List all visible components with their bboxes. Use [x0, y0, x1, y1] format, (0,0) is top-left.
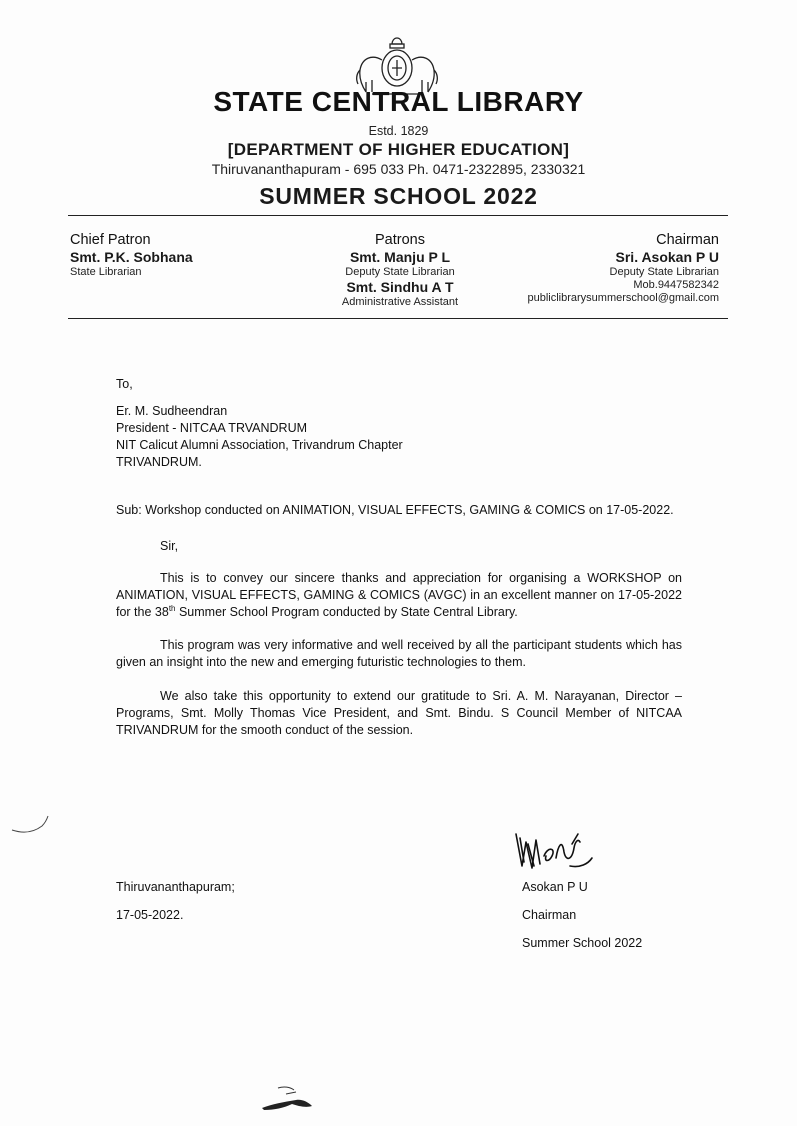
paragraph-1 — [116, 570, 682, 621]
letter-date: 17-05-2022. — [116, 908, 184, 922]
library-address: Thiruvananthapuram - 695 033 Ph. 0471-2322895, 2330321 — [211, 161, 586, 177]
chief-patron-name: Smt. P.K. Sobhana — [70, 249, 193, 265]
chairman-block — [527, 232, 719, 304]
handwritten-signature-icon — [510, 822, 600, 878]
signatory-title: Chairman — [522, 908, 577, 922]
ink-scribble — [258, 1078, 318, 1118]
recipient-line: TRIVANDRUM. — [116, 455, 202, 469]
chairman-name: Sri. Asokan P U — [615, 249, 719, 265]
letter-place: Thiruvananthapuram; — [116, 880, 235, 894]
signatory-organization: Summer School 2022 — [522, 936, 643, 950]
paragraph-2-text: This program was very informative and well received by all the participant students which has given an insight into the new and emerging futuristic technologies to them. — [116, 638, 682, 669]
header-divider-bottom — [68, 318, 728, 319]
header-divider-top — [68, 215, 728, 216]
chief-patron-designation: State Librarian — [70, 266, 142, 278]
paragraph-3 — [116, 688, 682, 739]
paragraph-1-text: This is to convey our sincere thanks and appreciation for organising a WORKSHOP on ANIMATION, VISUAL EFFECTS, GAMING & COMICS (AVGC) in an excellent manner on 17-05-2022 for the 38 — [116, 571, 682, 619]
salutation: Sir, — [160, 539, 179, 553]
patrons-role: Patrons — [375, 232, 425, 248]
chairman-designation: Deputy State Librarian — [609, 266, 719, 278]
patron-name-1: Smt. Manju P L — [349, 249, 451, 265]
patron-designation-1: Deputy State Librarian — [345, 266, 455, 278]
recipient-line: Er. M. Sudheendran — [116, 404, 228, 418]
ordinal-suffix: th — [168, 603, 176, 613]
chief-patron-block — [70, 232, 193, 278]
letter-subject: Sub: Workshop conducted on ANIMATION, VISUAL EFFECTS, GAMING & COMICS on 17-05-2022. — [116, 503, 674, 517]
program-title: SUMMER SCHOOL 2022 — [259, 183, 538, 209]
patrons-block — [320, 232, 480, 308]
established-year: Estd. 1829 — [368, 124, 429, 138]
chairman-email: publiclibrarysummerschool@gmail.com — [527, 292, 719, 304]
margin-scribble — [8, 812, 52, 838]
patron-name-2: Smt. Sindhu A T — [346, 279, 454, 295]
department-name: [DEPARTMENT OF HIGHER EDUCATION] — [227, 140, 570, 159]
recipient-line: President - NITCAA TRVANDRUM — [116, 421, 308, 435]
paragraph-2 — [116, 637, 682, 671]
paragraph-1-text-end: Summer School Program conducted by State Central Library. — [175, 605, 518, 619]
greeting-to: To, — [116, 377, 133, 391]
chairman-role: Chairman — [656, 232, 719, 248]
chairman-mobile: Mob.9447582342 — [633, 279, 719, 291]
chief-patron-role: Chief Patron — [70, 232, 151, 248]
signatory-name: Asokan P U — [522, 880, 588, 894]
library-name: STATE CENTRAL LIBRARY — [213, 86, 584, 117]
paragraph-3-text: We also take this opportunity to extend our gratitude to Sri. A. M. Narayanan, Director – Programs, Smt. Molly Thomas Vice President, and Smt. Bindu. S Council Member of NITCAA TRIVANDRUM for the smooth conduct of the session. — [116, 689, 682, 737]
patron-designation-2: Administrative Assistant — [341, 296, 459, 308]
recipient-address — [116, 403, 403, 471]
recipient-line: NIT Calicut Alumni Association, Trivandrum Chapter — [116, 438, 403, 452]
